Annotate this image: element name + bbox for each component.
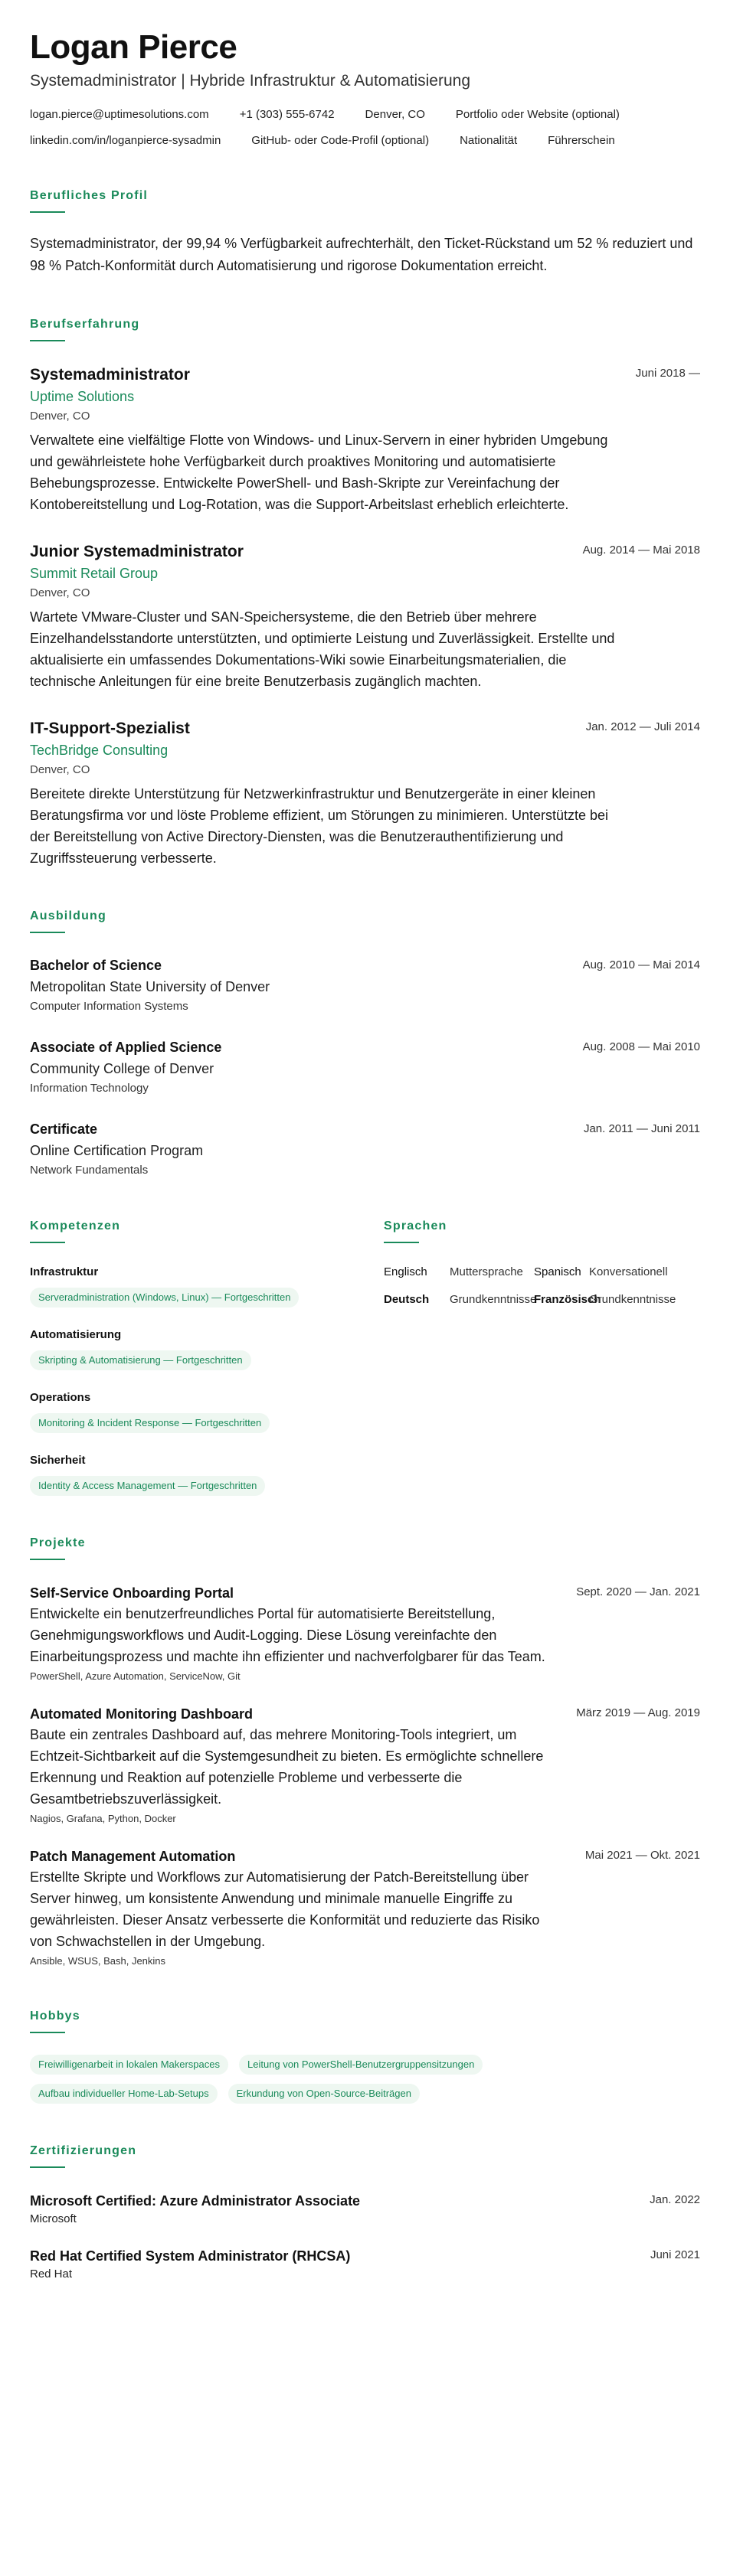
job-location: Denver, CO — [30, 586, 90, 599]
skill-group — [30, 1327, 384, 1370]
skill-chip: Monitoring & Incident Response — Fortgeschritten — [30, 1413, 270, 1433]
project-date: Sept. 2020 — Jan. 2021 — [576, 1585, 700, 1598]
education-section — [30, 909, 700, 1179]
job-description: Verwaltete eine vielfältige Flotte von Windows- und Linux-Servern in einer hybriden Umgebung und gewährleistete hohe Verfügbarkeit durch proaktives Monitoring und automatisierte Behebungsprozesse. Entwickelte PowerShell- und Bash-Skripte zur Vereinfachung der Kontobereitstellung und Log-Rotation, was die Support-Arbeitslast erheblich erleichterte. — [30, 433, 608, 512]
section-divider — [30, 2032, 65, 2033]
language-name: Deutsch — [384, 1293, 430, 1306]
section-divider — [30, 1242, 65, 1243]
section-title: Zertifizierungen — [30, 2144, 137, 2157]
language-name: Englisch — [384, 1265, 427, 1278]
section-divider — [30, 932, 65, 933]
project-description: Erstellte Skripte und Workflows zur Automatisierung der Patch-Bereitstellung über Server hinweg, um konsistente Anwendung und minimale manuelle Eingriffe zu gewährleisten. Dieser Ansatz verbesserte die Konformität und reduzierte das Risiko von Schwachstellen in der Umgebung. — [30, 1869, 540, 1949]
project-entry — [30, 1583, 700, 1684]
project-tech: Ansible, WSUS, Bash, Jenkins — [30, 1955, 166, 1967]
section-divider — [30, 211, 65, 213]
language-level: Grundkenntnisse — [450, 1293, 537, 1306]
contact-nationality: Nationalität — [460, 134, 518, 147]
contact-phone[interactable]: +1 (303) 555-6742 — [239, 108, 335, 121]
project-entry — [30, 1846, 700, 1969]
job-date: Aug. 2014 — Mai 2018 — [582, 544, 700, 557]
experience-entry — [30, 364, 700, 515]
school-name: Online Certification Program — [30, 1143, 204, 1158]
certification-entry — [30, 2191, 700, 2228]
contact-email[interactable]: logan.pierce@uptimesolutions.com — [30, 108, 209, 121]
skill-chip: Identity & Access Management — Fortgeschritten — [30, 1476, 265, 1496]
contact-location: Denver, CO — [365, 108, 425, 121]
skill-category: Sicherheit — [30, 1454, 86, 1467]
job-date: Juni 2018 — — [635, 367, 700, 380]
hobby-chip: Leitung von PowerShell-Benutzergruppensitzungen — [239, 2055, 483, 2075]
education-date: Jan. 2011 — Juni 2011 — [583, 1122, 700, 1135]
certification-title: Microsoft Certified: Azure Administrator Associate — [30, 2193, 361, 2209]
language-level: Muttersprache — [450, 1265, 523, 1278]
candidate-name: Logan Pierce — [30, 28, 237, 66]
job-title: Systemadministrator — [30, 366, 190, 384]
language-level: Konversationell — [589, 1265, 668, 1278]
profile-section — [30, 188, 700, 277]
job-description: Wartete VMware-Cluster und SAN-Speichersysteme, die den Betrieb über mehrere Einzelhandelsstandorte unterstützten, und optimierte Leistung und Zuverlässigkeit. Erstellte und aktualisierte ein umfassendes Dokumentations-Wiki sowie Einarbeitungsmaterialien, die technische Anleitungen für eine breite Benutzerbasis zugänglich machten. — [30, 609, 615, 689]
skill-chip: Serveradministration (Windows, Linux) — Fortgeschritten — [30, 1288, 299, 1308]
skill-group — [30, 1453, 384, 1496]
hobby-list — [30, 2055, 612, 2113]
section-title: Kompetenzen — [30, 1219, 121, 1232]
section-title: Sprachen — [384, 1219, 447, 1232]
candidate-headline: Systemadministrator | Hybride Infrastruktur & Automatisierung — [30, 72, 471, 90]
certification-date: Juni 2021 — [650, 2248, 700, 2261]
job-company: Uptime Solutions — [30, 389, 135, 404]
project-title: Automated Monitoring Dashboard — [30, 1706, 253, 1722]
projects-section — [30, 1536, 700, 1969]
language-name: Französisch — [534, 1293, 601, 1306]
education-date: Aug. 2008 — Mai 2010 — [582, 1040, 700, 1053]
job-location: Denver, CO — [30, 410, 90, 423]
section-divider — [30, 1559, 65, 1560]
certification-issuer: Microsoft — [30, 2212, 77, 2225]
education-entry — [30, 1120, 700, 1179]
degree-title: Certificate — [30, 1121, 98, 1137]
skill-category: Infrastruktur — [30, 1265, 99, 1278]
project-title: Patch Management Automation — [30, 1849, 236, 1864]
job-title: IT-Support-Spezialist — [30, 720, 190, 737]
job-company: TechBridge Consulting — [30, 743, 169, 758]
resume-header — [30, 28, 700, 149]
hobby-chip: Freiwilligenarbeit in lokalen Makerspaces — [30, 2055, 228, 2075]
section-title: Berufliches Profil — [30, 189, 149, 202]
job-location: Denver, CO — [30, 763, 90, 776]
project-entry — [30, 1704, 700, 1827]
field-of-study: Network Fundamentals — [30, 1164, 149, 1177]
project-description: Entwickelte ein benutzerfreundliches Portal für automatisierte Bereitstellung, Genehmigungsworkflows und Audit-Logging. Diese Lösung vereinfachte den Einarbeitungsprozess und machte ihn effizienter und nachverfolgbarer für das Team. — [30, 1606, 545, 1664]
skills-section — [30, 1219, 384, 1496]
section-title: Berufserfahrung — [30, 318, 140, 331]
certification-entry — [30, 2246, 700, 2283]
experience-entry — [30, 718, 700, 869]
hobby-chip: Erkundung von Open-Source-Beiträgen — [228, 2084, 420, 2104]
job-description: Bereitete direkte Unterstützung für Netzwerkinfrastruktur und Benutzergeräte in einer kleinen Beratungsfirma vor und löste Probleme effizient, um Störungen zu minimieren. Unterstützte bei der Bereitstellung von Active Directory-Diensten, was die Benutzerauthentifizierung und Zugriffssteuerung verbesserte. — [30, 786, 609, 866]
contact-portfolio[interactable]: Portfolio oder Website (optional) — [455, 108, 620, 121]
skills-languages-row — [30, 1219, 700, 1496]
school-name: Community College of Denver — [30, 1061, 214, 1076]
hobby-chip: Aufbau individueller Home-Lab-Setups — [30, 2084, 218, 2104]
experience-section — [30, 317, 700, 869]
section-title: Ausbildung — [30, 909, 106, 922]
skill-group — [30, 1265, 384, 1308]
section-divider — [384, 1242, 419, 1243]
project-title: Self-Service Onboarding Portal — [30, 1585, 234, 1601]
project-tech: Nagios, Grafana, Python, Docker — [30, 1813, 176, 1824]
certification-date: Jan. 2022 — [650, 2193, 700, 2206]
certification-title: Red Hat Certified System Administrator (RHCSA) — [30, 2248, 351, 2264]
profile-summary: Systemadministrator, der 99,94 % Verfügbarkeit aufrechterhält, den Ticket-Rückstand um 52 % reduziert und 98 % Patch-Konformität durch Automatisierung und rigorose Dokumentation erreicht. — [30, 236, 693, 273]
project-description: Baute ein zentrales Dashboard auf, das mehrere Monitoring-Tools integriert, um Echtzeit-Sichtbarkeit auf die Systemgesundheit zu bieten. Es ermöglichte schnellere Erkennung und Reaktion auf potenzielle Probleme und verbesserte die Gesamtbetriebszuverlässigkeit. — [30, 1727, 544, 1807]
skill-chip: Skripting & Automatisierung — Fortgeschritten — [30, 1350, 251, 1370]
contact-list — [30, 107, 700, 149]
skill-group — [30, 1390, 384, 1433]
section-title: Hobbys — [30, 2010, 80, 2023]
degree-title: Associate of Applied Science — [30, 1040, 222, 1055]
section-divider — [30, 340, 65, 341]
job-company: Summit Retail Group — [30, 566, 159, 581]
skill-category: Automatisierung — [30, 1328, 122, 1341]
project-date: Mai 2021 — Okt. 2021 — [584, 1849, 700, 1862]
language-level: Grundkenntnisse — [589, 1293, 676, 1306]
contact-linkedin[interactable]: linkedin.com/in/loganpierce-sysadmin — [30, 134, 221, 147]
field-of-study: Computer Information Systems — [30, 1000, 188, 1013]
job-date: Jan. 2012 — Juli 2014 — [585, 720, 700, 733]
job-title: Junior Systemadministrator — [30, 543, 244, 560]
school-name: Metropolitan State University of Denver — [30, 979, 270, 994]
certifications-section — [30, 2143, 700, 2283]
field-of-study: Information Technology — [30, 1082, 149, 1095]
education-date: Aug. 2010 — Mai 2014 — [582, 958, 700, 971]
language-list — [384, 1265, 700, 1308]
contact-github[interactable]: GitHub- oder Code-Profil (optional) — [251, 134, 430, 147]
experience-entry — [30, 541, 700, 692]
skill-category: Operations — [30, 1391, 91, 1404]
certification-issuer: Red Hat — [30, 2267, 73, 2281]
section-title: Projekte — [30, 1536, 86, 1549]
education-entry — [30, 1038, 700, 1097]
contact-license: Führerschein — [548, 134, 615, 147]
degree-title: Bachelor of Science — [30, 958, 162, 973]
project-date: März 2019 — Aug. 2019 — [576, 1706, 700, 1719]
section-divider — [30, 2166, 65, 2168]
project-tech: PowerShell, Azure Automation, ServiceNow, Git — [30, 1670, 241, 1682]
education-entry — [30, 956, 700, 1015]
languages-section — [384, 1219, 700, 1496]
language-name: Spanisch — [534, 1265, 581, 1278]
hobbies-section — [30, 2009, 700, 2113]
